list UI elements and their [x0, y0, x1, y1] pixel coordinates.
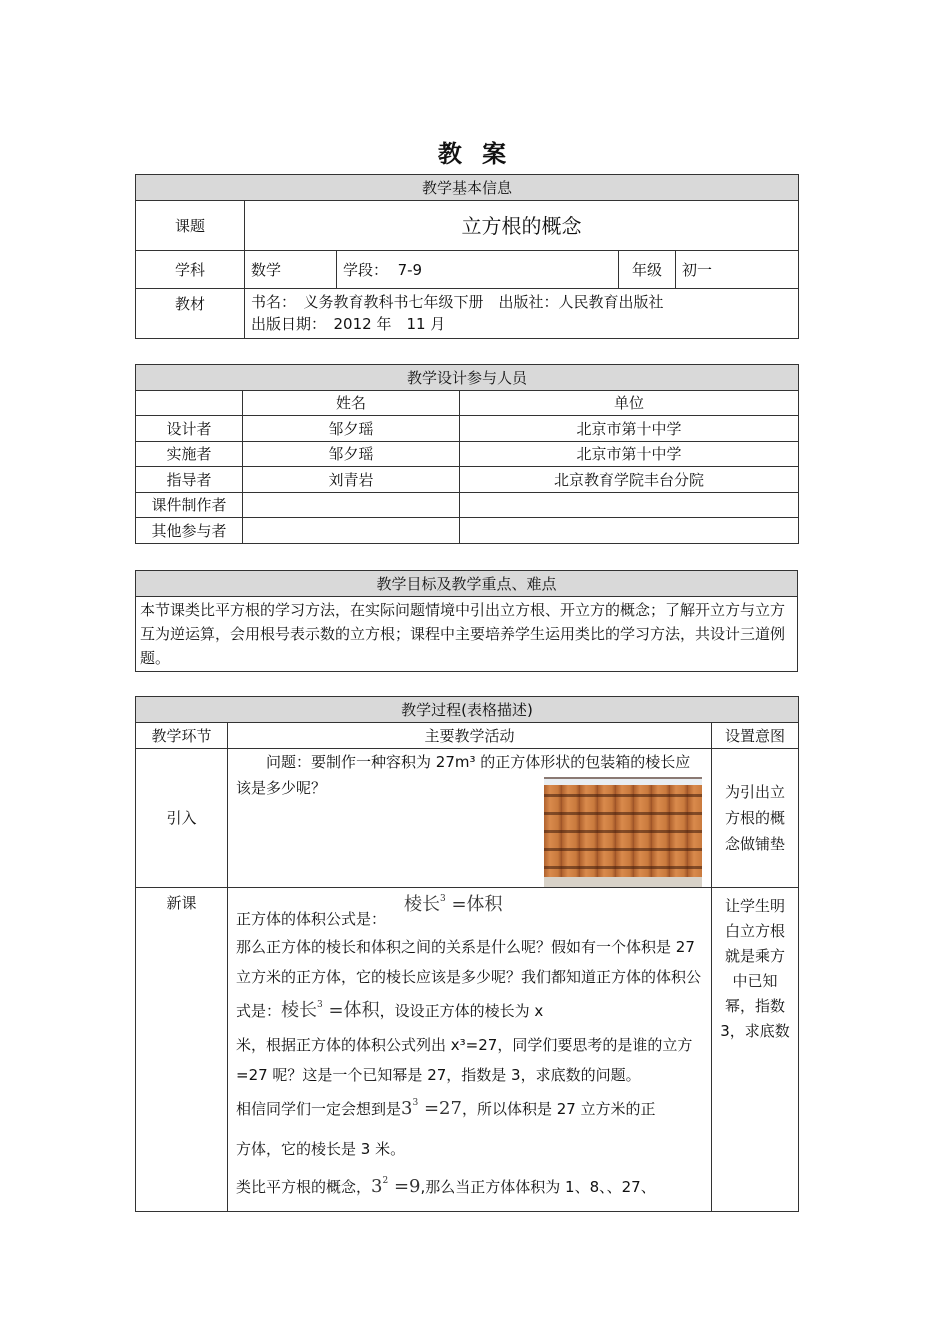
col-activity-header: 主要教学活动: [228, 723, 712, 749]
intro-activity: [228, 749, 712, 888]
textbook-value: [245, 289, 799, 339]
process-header: 教学过程(表格描述): [136, 697, 799, 723]
p1-tail: ，设设正方体的棱长为 x: [379, 1002, 544, 1020]
intro-intent: 为引出立方根的概念做铺垫: [712, 749, 799, 888]
basic-info-header: 教学基本信息: [136, 175, 799, 201]
col-stage-header: 教学环节: [136, 723, 228, 749]
new-paragraph-2: 米，根据正方体的体积公式列出 x³=27，同学们要思考的是谁的立方=27 呢？这是一个已知幂是 27，指数是 3，求底数的问题。: [236, 1036, 693, 1084]
table-row: [136, 493, 799, 518]
goals-text: 本节课类比平方根的学习方法，在实际问题情境中引出立方根、开立方的概念；了解开立方与立方互为逆运算，会用根号表示数的立方根；课程中主要培养学生运用类比的学习方法，共设计三道例题。: [136, 597, 798, 672]
table-row: [136, 467, 799, 493]
col-intent-header: 设置意图: [712, 723, 799, 749]
participants-table: [135, 364, 799, 544]
cube-base: 3: [401, 1098, 413, 1119]
topic-value: 立方根的概念: [245, 201, 799, 251]
new-stage: 新课: [136, 888, 228, 1212]
name-cell: [243, 493, 460, 518]
document-title: 教 案: [437, 140, 513, 168]
p3-head: 相信同学们一定会想到是: [236, 1100, 402, 1118]
new-paragraph-1: [236, 932, 703, 1026]
unit-cell: 北京市第十中学: [460, 416, 799, 442]
new-paragraph-3: [236, 1090, 703, 1124]
stage-label: 学段：: [343, 260, 389, 279]
p5-tail: ,那么当正方体体积为 1、8、、27、: [420, 1178, 656, 1196]
unit-cell: 北京市第十中学: [460, 442, 799, 467]
formula-edge: 棱长: [404, 894, 440, 915]
inline-formula-volume: =体积: [328, 1000, 380, 1021]
role-cell: 指导者: [136, 467, 243, 493]
textbook-line2: 出版日期： 2012 年 11 月: [251, 315, 446, 333]
formula-volume: =体积: [451, 894, 503, 915]
grade-label: 年级: [619, 251, 676, 289]
p5-head: 类比平方根的概念，: [236, 1178, 372, 1196]
crates-photo: [544, 777, 702, 887]
role-cell: 其他参与者: [136, 518, 243, 544]
intro-question: 问题：要制作一种容积为 27m³ 的正方体形状的包装箱的棱长应该是多少呢？: [236, 753, 691, 797]
subject-label: 学科: [136, 251, 245, 289]
participants-header: 教学设计参与人员: [136, 365, 799, 391]
new-row: [136, 888, 799, 1212]
col-name-header: 姓名: [243, 391, 460, 416]
formula-line: [236, 888, 703, 932]
cube-formula: $3^3 =27$: [401, 1098, 462, 1119]
textbook-line1: 书名： 义务教育教科书七年级下册 出版社：人民教育出版社: [251, 293, 664, 311]
stage-cell: [337, 251, 619, 289]
role-cell: 课件制作者: [136, 493, 243, 518]
name-cell: 刘青岩: [243, 467, 460, 493]
unit-cell: [460, 518, 799, 544]
p1-text: 那么正方体的棱长和体积之间的关系是什么呢？假如有一个体积是 27 立方米的正方体，它的棱长应该是多少呢？我们都知道正方体的体积公式是：: [236, 938, 702, 1020]
square-formula: $3^2 =9$: [371, 1176, 421, 1197]
new-paragraph-4: 方体，它的棱长是 3 米。: [236, 1140, 406, 1158]
table-row: [136, 416, 799, 442]
inline-formula: 棱长$^3$ =体积: [281, 1000, 380, 1021]
basic-info-table: [135, 174, 799, 339]
role-cell: 实施者: [136, 442, 243, 467]
formula-label: 正方体的体积公式是：: [236, 910, 387, 928]
new-activity: [228, 888, 712, 1212]
name-cell: [243, 518, 460, 544]
formula-math: 棱长$^3$ =体积: [404, 894, 503, 915]
textbook-label: 教材: [136, 289, 245, 339]
col-unit-header: 单位: [460, 391, 799, 416]
name-cell: 邹夕瑶: [243, 442, 460, 467]
table-row: [136, 518, 799, 544]
goals-header: 教学目标及教学重点、难点: [136, 571, 798, 597]
goals-table: [135, 570, 798, 672]
participants-corner: [136, 391, 243, 416]
unit-cell: [460, 493, 799, 518]
inline-formula-edge: 棱长: [281, 1000, 318, 1021]
name-cell: 邹夕瑶: [243, 416, 460, 442]
p3-tail: ，所以体积是 27 立方米的正: [461, 1100, 656, 1118]
square-result: =9: [393, 1176, 421, 1197]
intro-stage: 引入: [136, 749, 228, 888]
role-cell: 设计者: [136, 416, 243, 442]
topic-label: 课题: [136, 201, 245, 251]
cube-result: =27: [423, 1098, 462, 1119]
new-intent: 让学生明白立方根就是乘方中已知幂，指数 3，求底数: [712, 888, 799, 1212]
unit-cell: 北京教育学院丰台分院: [460, 467, 799, 493]
square-base: 3: [371, 1176, 383, 1197]
intro-row: [136, 749, 799, 888]
subject-value: 数学: [245, 251, 337, 289]
grade-value: 初一: [676, 251, 799, 289]
table-row: [136, 442, 799, 467]
stage-value: 7-9: [397, 260, 423, 279]
process-table: [135, 696, 799, 1212]
new-paragraph-5: [236, 1168, 703, 1202]
